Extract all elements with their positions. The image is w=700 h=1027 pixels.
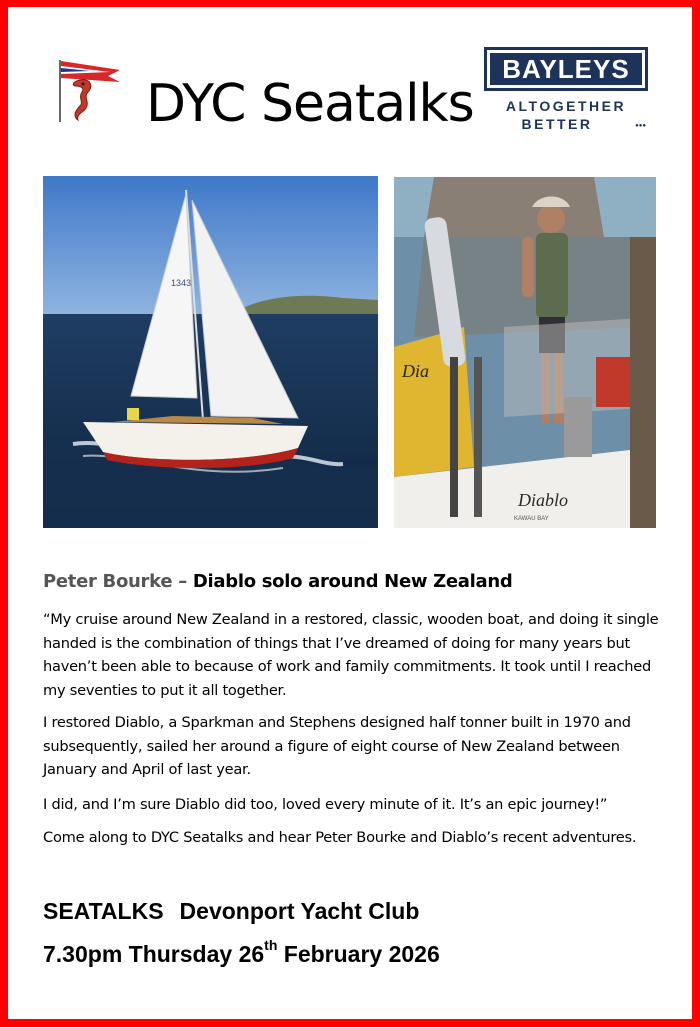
bayleys-wordmark: BAYLEYS — [490, 53, 642, 85]
article-paragraph: “My cruise around New Zealand in a restored, classic, wooden boat, and doing it single handed is the combination of things that I’ve dreamed of doing for many years but haven’t been able to because of work and family commitments. It took until I reached my seventies to put it all together. — [43, 611, 659, 700]
skipper-on-deck-photo — [394, 177, 656, 528]
event-time-day: 7.30pm Thursday 26 — [43, 941, 265, 967]
article-paragraph: I did, and I’m sure Diablo did too, loved every minute of it. It’s an epic journey!” — [43, 796, 608, 813]
page-title: DYC Seatalks — [146, 74, 474, 134]
event-venue: Devonport Yacht Club — [179, 898, 420, 924]
svg-text:1343: 1343 — [171, 278, 192, 288]
bayleys-dots-icon: ●●● — [635, 123, 646, 129]
article-heading — [43, 571, 512, 592]
event-name: SEATALKS — [43, 898, 164, 924]
bayleys-wordmark-box — [484, 47, 648, 91]
bayleys-tagline-1: ALTOGETHER — [505, 98, 627, 114]
talk-topic: Diablo solo around New Zealand — [192, 571, 513, 592]
svg-text:Dia: Dia — [402, 361, 429, 381]
event-day-suffix: th — [264, 937, 278, 953]
yacht-sailing-photo — [43, 176, 378, 528]
event-month-year: February 2026 — [283, 941, 440, 967]
bayleys-tagline-2: BETTER — [521, 116, 593, 132]
boat-name-text: Diablo — [518, 490, 569, 510]
event-date-line — [43, 937, 440, 968]
boat-home-text: KAWAU BAY — [514, 516, 549, 522]
article-paragraph: Come along to DYC Seatalks and hear Peter Bourke and Diablo’s recent adventures. — [43, 829, 637, 846]
bayleys-logo — [484, 47, 648, 133]
seahorse-burgee-icon — [50, 56, 126, 126]
speaker-name: Peter Bourke – — [43, 571, 187, 592]
event-venue-line — [43, 898, 419, 925]
article-paragraph: I restored Diablo, a Sparkman and Stephens designed half tonner built in 1970 and subsequently, sailed her around a figure of eight course of New Zealand between January and April of last year. — [43, 714, 631, 779]
